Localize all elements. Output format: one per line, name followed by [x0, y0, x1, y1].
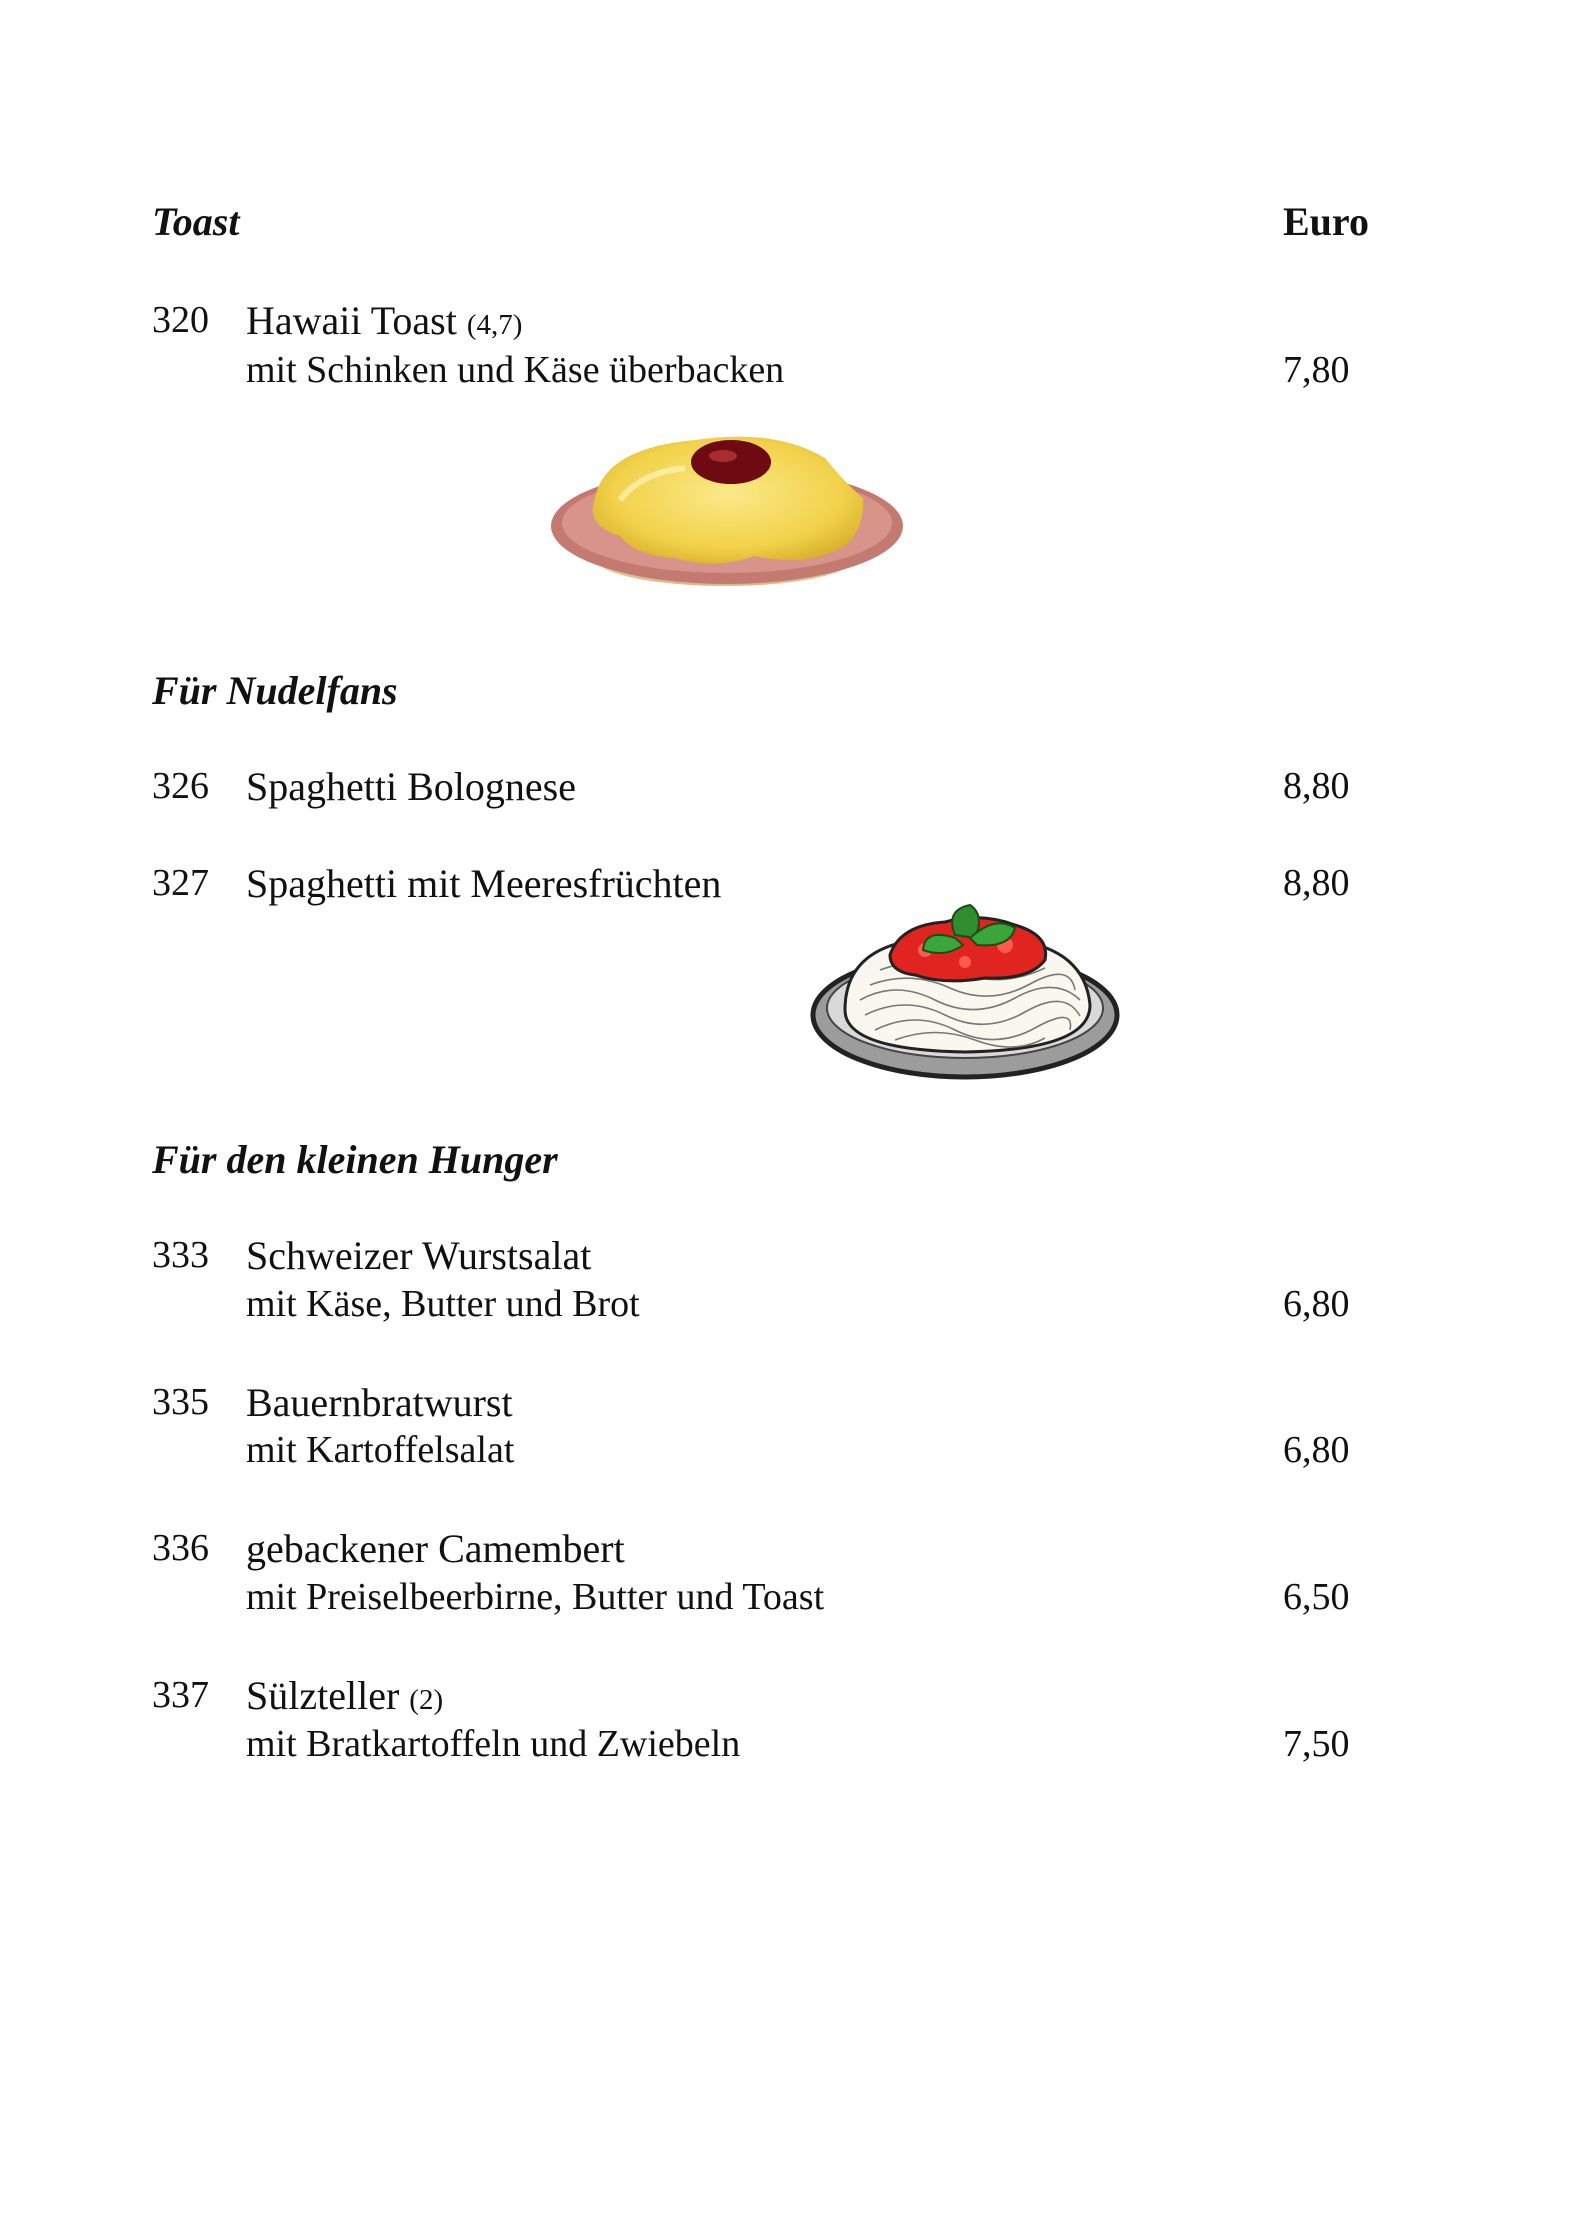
- hawaii-toast-image: [545, 428, 905, 598]
- item-price: 6,80: [1283, 1429, 1350, 1471]
- item-number: 320: [152, 299, 209, 341]
- item-name: Schweizer Wurstsalat: [246, 1233, 592, 1278]
- item-name: gebackener Camembert: [246, 1526, 625, 1571]
- section-title-pasta: Für Nudelfans: [152, 668, 398, 713]
- item-number: 326: [152, 765, 209, 807]
- item-number: 327: [152, 862, 209, 904]
- item-name: [246, 1672, 443, 1719]
- item-description: mit Preiselbeerbirne, Butter und Toast: [246, 1576, 825, 1618]
- item-price: 7,80: [1283, 349, 1350, 391]
- item-number: 336: [152, 1527, 209, 1569]
- item-price: 6,80: [1283, 1283, 1350, 1325]
- item-number: 335: [152, 1381, 209, 1423]
- section-title-toast: Toast: [152, 199, 240, 244]
- section-title-snacks: Für den kleinen Hunger: [152, 1137, 558, 1182]
- spaghetti-plate-image: [805, 900, 1125, 1085]
- item-description: mit Kartoffelsalat: [246, 1429, 515, 1471]
- item-description: mit Käse, Butter und Brot: [246, 1283, 640, 1325]
- item-price: 6,50: [1283, 1576, 1350, 1618]
- item-name-text: Hawaii Toast: [246, 298, 457, 343]
- item-name: Spaghetti Bolognese: [246, 764, 576, 809]
- allergen-codes: (4,7): [466, 309, 523, 341]
- item-description: mit Bratkartoffeln und Zwiebeln: [246, 1723, 741, 1765]
- allergen-codes: (2): [409, 1684, 444, 1716]
- item-name: [246, 297, 522, 344]
- item-name: Bauernbratwurst: [246, 1380, 513, 1425]
- item-description: mit Schinken und Käse überbacken: [246, 349, 785, 391]
- item-price: 8,80: [1283, 862, 1350, 904]
- item-price: 7,50: [1283, 1723, 1350, 1765]
- item-number: 337: [152, 1674, 209, 1716]
- item-price: 8,80: [1283, 765, 1350, 807]
- item-name-text: Sülzteller: [246, 1673, 400, 1718]
- item-name: Spaghetti mit Meeresfrüchten: [246, 861, 722, 906]
- currency-header: Euro: [1283, 199, 1369, 244]
- item-number: 333: [152, 1234, 209, 1276]
